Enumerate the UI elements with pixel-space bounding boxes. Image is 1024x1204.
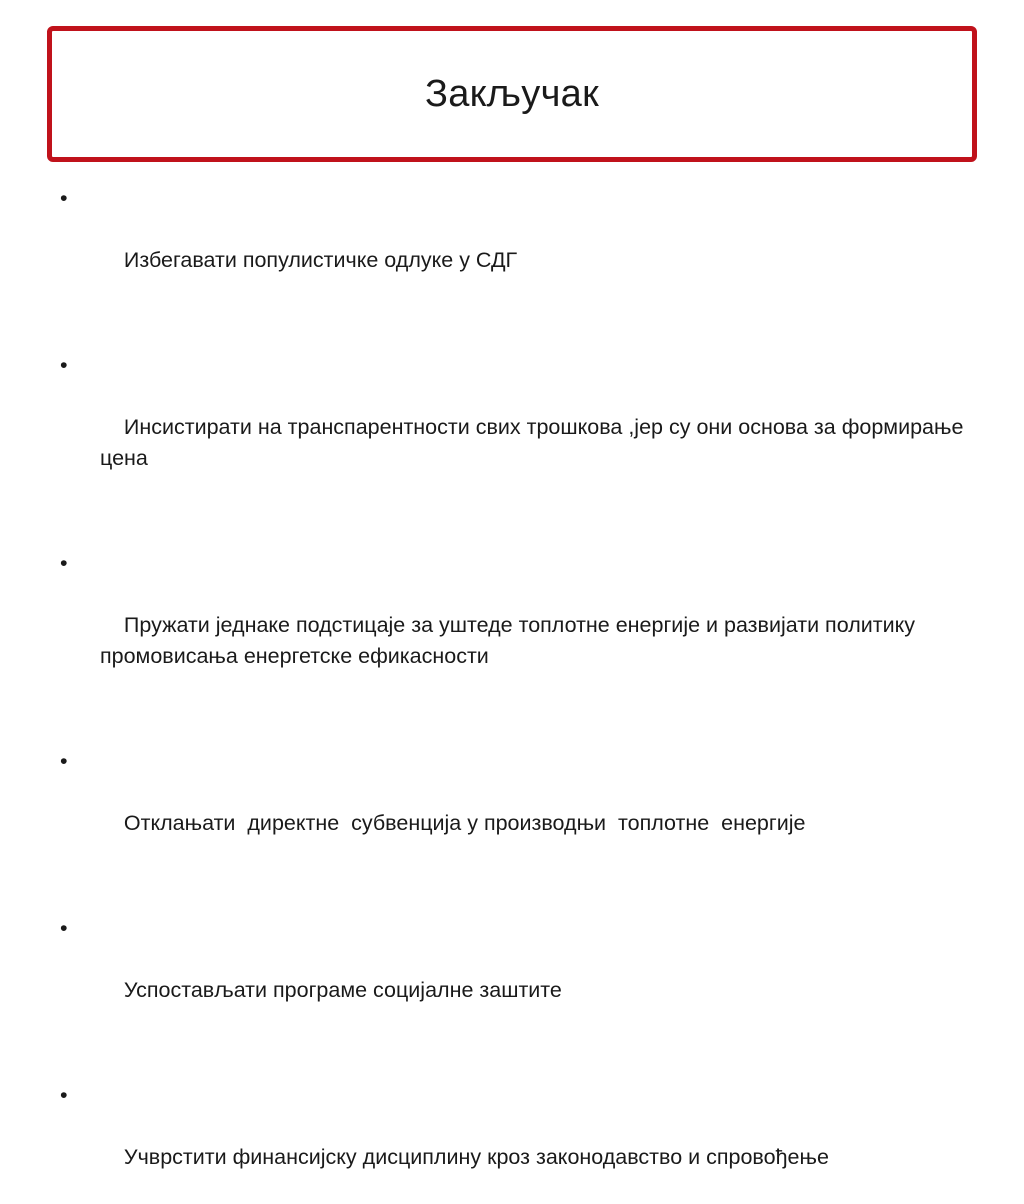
bullet-icon: • [60,551,68,575]
bullet-text-6: Учврстити финансијску дисциплину кроз законодавство и спровођење [123,1145,829,1169]
slide-title: Закључак [424,72,600,115]
bullet-item-6 [60,1080,980,1204]
title-frame [47,26,977,162]
bullet-item-2 [60,350,980,505]
bullet-icon: • [60,186,68,210]
bullet-icon: • [60,749,68,773]
bullet-item-5 [60,913,980,1037]
bullet-item-4 [60,746,980,870]
bullet-icon: • [60,916,68,940]
bullet-text-1: Избегавати популистичке одлуке у СДГ [123,248,518,272]
bullet-item-3 [60,548,980,703]
bullet-item-1 [60,183,980,307]
bullet-icon: • [60,1083,68,1107]
bullet-icon: • [60,353,68,377]
bullet-text-3: Пружати једнаке подстицаје за уштеде топлотне енергије и развијати политику промовисања енергетске ефикасности [100,613,921,668]
bullet-text-2: Инсистирати на транспарентности свих трошкова ,јер су они основа за формирање цена [100,415,970,470]
bullet-text-5: Успостављати програме социјалне заштите [123,978,562,1002]
bullet-list [60,183,980,1204]
bullet-text-4: Отклањати директне субвенција у производњи топлотне енергије [123,811,806,835]
